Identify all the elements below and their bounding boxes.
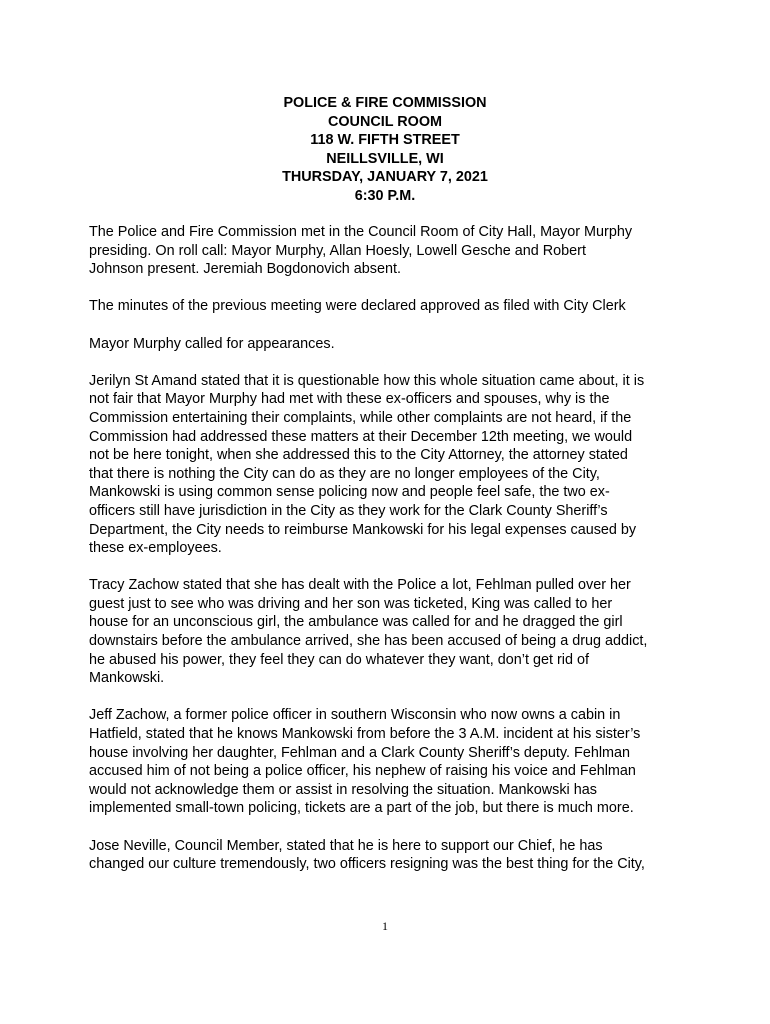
text-line: Commission had addressed these matters at their December 12th meeting, we would — [89, 428, 633, 445]
text-line: Commission entertaining their complaints, while other complaints are not heard, if the — [89, 409, 632, 426]
page-number: 1 — [382, 919, 388, 933]
text-line: The minutes of the previous meeting were declared approved as filed with City Clerk — [89, 298, 626, 315]
text-line: that there is nothing the City can do as they are no longer employees of the City, — [89, 465, 600, 482]
header-line-time: 6:30 P.M. — [354, 187, 416, 204]
paragraph-appearances — [89, 335, 689, 354]
text-line: implemented small-town policing, tickets are a part of the job, but there is much more. — [89, 800, 634, 817]
text-line: presiding. On roll call: Mayor Murphy, Allan Hoesly, Lowell Gesche and Robert — [89, 242, 586, 259]
text-line: Hatfield, stated that he knows Mankowski from before the 3 A.M. incident at his sister’s — [89, 726, 641, 743]
text-line: not be here tonight, when she addressed this to the City Attorney, the attorney stated — [89, 447, 628, 464]
text-line: changed our culture tremendously, two officers resigning was the best thing for the City, — [89, 856, 645, 873]
header-line-room: COUNCIL ROOM — [327, 113, 443, 130]
text-line: would not acknowledge them or assist in resolving the situation. Mankowski has — [89, 781, 597, 798]
paragraph-jeff-zachow — [89, 706, 689, 818]
paragraph-roll-call — [89, 223, 689, 279]
text-line: Department, the City needs to reimburse Mankowski for his legal expenses caused by — [89, 521, 637, 538]
minutes-body — [89, 223, 689, 892]
text-line: guest just to see who was driving and her son was ticketed, King was called to her — [89, 595, 613, 612]
text-line: Mankowski is using common sense policing now and people feel safe, the two ex- — [89, 484, 610, 501]
text-line: house involving her daughter, Fehlman and a Clark County Sheriff’s deputy. Fehlman — [89, 744, 631, 761]
text-line: Jeff Zachow, a former police officer in southern Wisconsin who now owns a cabin in — [89, 707, 621, 724]
paragraph-tracy-zachow — [89, 576, 689, 688]
text-line: Jose Neville, Council Member, stated that he is here to support our Chief, he has — [89, 837, 603, 854]
header-line-commission: POLICE & FIRE COMMISSION — [283, 95, 487, 111]
text-line: accused him of not being a police officer, his nephew of raising his voice and Fehlman — [89, 763, 636, 780]
text-line: these ex-employees. — [89, 540, 222, 557]
text-line: officers still have jurisdiction in the City as they work for the Clark County Sheriff’s — [89, 502, 608, 519]
header-line-street: 118 W. FIFTH STREET — [310, 132, 460, 148]
text-line: Mayor Murphy called for appearances. — [89, 335, 335, 352]
meeting-header — [0, 94, 770, 205]
text-line: not fair that Mayor Murphy had met with these ex-officers and spouses, why is the — [89, 391, 610, 408]
text-line: Mankowski. — [89, 670, 165, 687]
text-line: Jerilyn St Amand stated that it is questionable how this whole situation came about, it is — [89, 372, 645, 389]
text-line: downstairs before the ambulance arrived, she has been accused of being a drug addict, — [89, 633, 648, 650]
paragraph-jose-neville — [89, 837, 689, 874]
text-line: Tracy Zachow stated that she has dealt with the Police a lot, Fehlman pulled over her — [89, 577, 631, 594]
text-line: Johnson present. Jeremiah Bogdonovich absent. — [89, 261, 401, 278]
text-line: house for an unconscious girl, the ambulance was called for and he dragged the girl — [89, 614, 623, 631]
header-line-date: THURSDAY, JANUARY 7, 2021 — [282, 169, 488, 185]
paragraph-minutes-approved — [89, 297, 689, 316]
paragraph-st-amand — [89, 372, 689, 558]
header-line-city: NEILLSVILLE, WI — [326, 150, 444, 167]
text-line: he abused his power, they feel they can do whatever they want, don’t get rid of — [89, 651, 589, 668]
text-line: The Police and Fire Commission met in the Council Room of City Hall, Mayor Murphy — [89, 224, 633, 240]
